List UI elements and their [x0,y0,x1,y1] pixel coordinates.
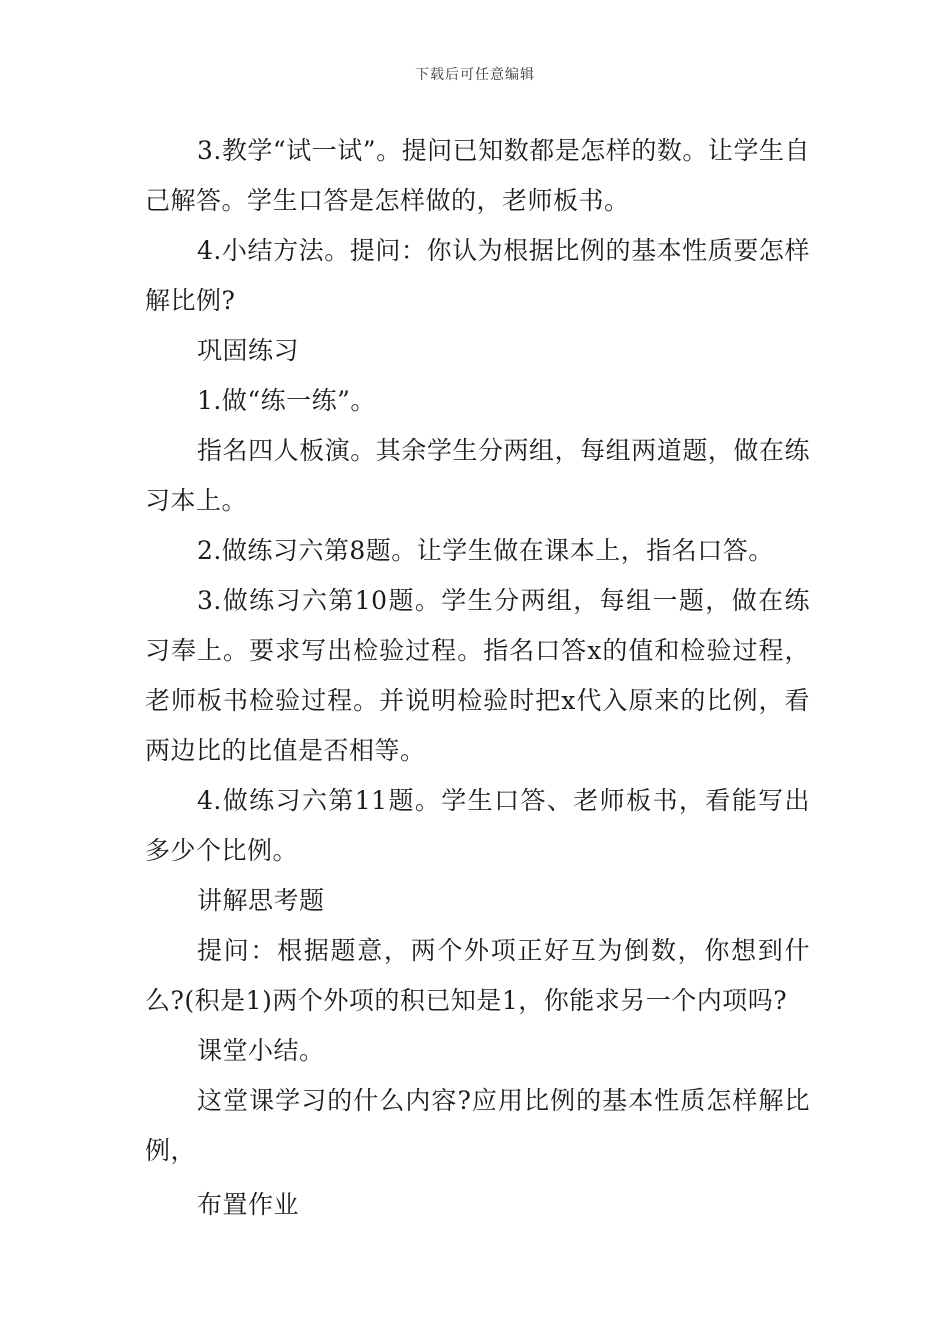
paragraph-summary-method: 4.小结方法。提问：你认为根据比例的基本性质要怎样解比例? [145,236,810,315]
paragraph-practice-1: 1.做“练一练”。 [197,386,376,415]
paragraph-practice-4: 4.做练习六第11题。学生口答、老师板书，看能写出多少个比例。 [145,786,810,865]
page-header: 下载后可任意编辑 [415,67,535,83]
section-heading-consolidation: 巩固练习 [197,336,300,365]
section-heading-thinking-question: 讲解思考题 [197,886,325,915]
section-heading-class-summary: 课堂小结。 [197,1036,325,1065]
paragraph-practice-3: 3.做练习六第10题。学生分两组，每组一题，做在练习奉上。要求写出检验过程。指名口答x的值和检验过程，老师板书检验过程。并说明检验时把x代入原来的比例，看两边比的比值是否相等。 [145,586,810,765]
document-body [145,126,810,1230]
paragraph-question: 提问：根据题意，两个外项正好互为倒数，你想到什么?(积是1)两个外项的积已知是1，你能求另一个内项吗? [145,936,810,1015]
paragraph-board-demo: 指名四人板演。其余学生分两组，每组两道题，做在练习本上。 [145,436,810,515]
paragraph-try-it: 3.教学“试一试”。提问已知数都是怎样的数。让学生自己解答。学生口答是怎样做的，老师板书。 [145,136,810,215]
paragraph-lesson-content: 这堂课学习的什么内容?应用比例的基本性质怎样解比例， [145,1086,810,1165]
paragraph-practice-2: 2.做练习六第8题。让学生做在课本上，指名口答。 [197,536,774,565]
section-heading-homework: 布置作业 [197,1190,300,1219]
